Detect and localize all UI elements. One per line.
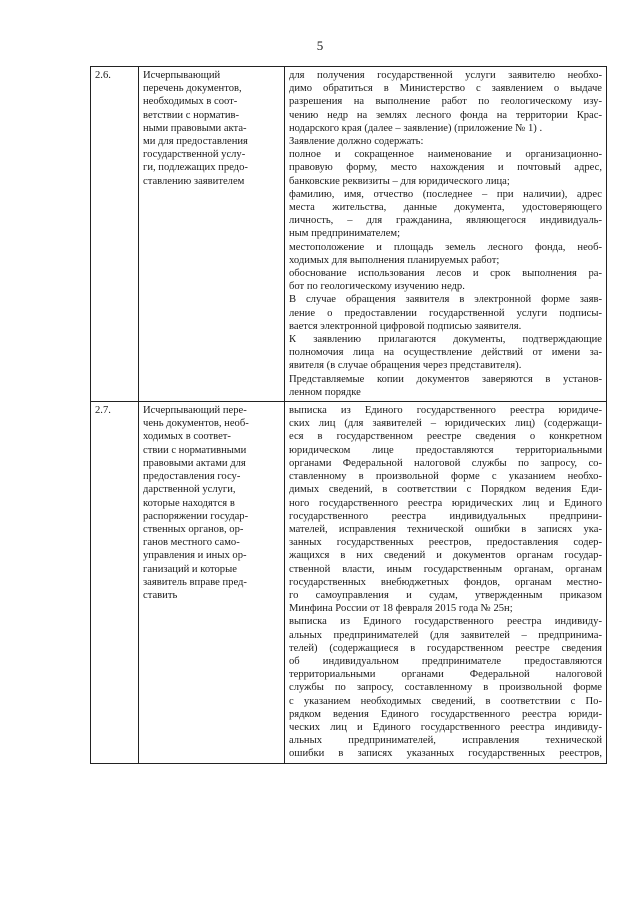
requirement-description-line: ставленному в произвольной форме с указанием необхо- [289,471,602,483]
requirement-description-line: телей) (содержащиеся в государственном реестре сведения [289,642,602,654]
table-row [91,402,607,763]
requirement-name-line: Исчерпывающий пере- [143,405,247,417]
requirement-description [285,402,607,763]
requirement-description-line: димых сведений, в соответствии с Порядком ведения Еди- [289,484,602,496]
requirement-description-line: ным предпринимателем; [289,228,401,240]
requirement-name-line: чень документов, необ- [143,418,249,430]
requirement-description-line: разрешения на выполнение работ по геологическому изу- [289,96,602,108]
requirement-description-line: чению недр на землях лесного фонда на территории Крас- [289,109,602,121]
requirement-name-line: правовыми актами для [143,457,246,469]
requirements-table [90,66,607,764]
requirement-description-line: государственного реестра индивидуальных предприни- [289,510,602,522]
requirement-description-line: явителя (в случае обращения через представителя). [289,360,522,372]
requirement-description-line: с указанием необходимых сведений, в соответствии с По- [289,695,602,707]
requirement-description-line: ошибки в записях указанных государственных реестров, [289,748,602,760]
requirement-description-line: вается электронной цифровой подписью заявителя. [289,320,522,332]
requirement-name-line: которые находятся в [143,497,235,509]
requirement-description-line: нодарского края (далее – заявление) (приложение № 1) . [289,122,543,134]
requirement-description-line: В случае обращения заявителя в электронной форме заяв- [289,294,602,306]
requirement-description-line: ческих лиц и Единого государственного реестра индивиду- [289,721,602,733]
requirement-description-line: димо обратиться в Министерство с заявлением о выдаче [289,83,602,95]
requirement-description-line: альных предпринимателей (для заявителей – предпринима- [289,629,602,641]
requirement-name-line: распоряжении государ- [143,510,249,522]
requirement-name [139,67,285,402]
requirement-name-line: ганов местного само- [143,537,240,549]
requirement-name-line: дарственной услуги, [143,484,236,496]
requirement-description-line: юридическом лице предоставляются территориальными [289,444,602,456]
requirement-description-line: фамилию, имя, отчество (последнее – при наличии), адрес [289,188,602,200]
requirement-name-line: управления и иных ор- [143,550,247,562]
requirement-description-line: для получения государственной услуги заявителю необхо- [289,70,602,81]
requirement-name-line: ми для предоставления [143,136,248,148]
requirement-name-line: ными правовыми акта- [143,122,247,134]
requirement-description-line: мателей, исправления технической ошибки в записях ука- [289,523,602,535]
requirement-description-line: обоснование использования лесов и срок выполнения ра- [289,268,602,280]
requirement-name-line: ственных органов, ор- [143,523,244,535]
requirement-description-line: ственной власти, иным государственным органам, органам [289,563,602,575]
requirement-name-line: предоставления госу- [143,471,241,483]
requirement-description-line: рядком ведения Единого государственного реестра юриди- [289,708,602,720]
requirement-description-line: государственных внебюджетных фондов, органам местно- [289,576,602,588]
requirement-description-line: об индивидуальном предпринимателе предоставляются [289,655,602,667]
table-row [91,67,607,402]
requirement-description-line: полномочия лица на осуществление действий от имени за- [289,347,602,359]
requirement-description [285,67,607,402]
requirement-name-line: заявитель вправе пред- [143,576,247,588]
table-body [91,67,607,764]
requirement-description-line: еся в государственном реестре сведения о конкретном [289,431,602,443]
requirement-name-line: ставить [143,589,178,601]
requirement-description-line: го самоуправления и судам, утвержденным приказом [289,589,602,601]
requirement-description-line: Заявление должно содержать: [289,136,424,148]
requirement-description-line: банковские реквизиты – для юридического лица; [289,175,510,187]
requirement-name-line: ходимых в соответ- [143,431,231,443]
requirement-name-line: ствии с нормативными [143,444,247,456]
requirement-description-line: К заявлению прилагаются документы, подтверждающие [289,334,602,346]
requirement-description-line: ление о предоставлении государственной услуги подписы- [289,307,602,319]
requirement-description-line: территориальными органами Федеральной налоговой [289,669,602,681]
requirement-description-line: органами Федеральной налоговой службы по запросу, со- [289,457,602,469]
requirement-description-line: ходимых для выполнения планируемых работ; [289,254,500,266]
requirement-description-line: бот по геологическому изучению недр. [289,281,465,293]
requirement-description-line: выписка из Единого государственного реестра юридиче- [289,405,602,417]
row-number: 2.6. [91,67,139,402]
requirement-description-line: занных государственных реестров, предоставления содер- [289,537,602,549]
requirement-name-line: ставлению заявителем [143,175,245,187]
requirement-description-line: полное и сокращенное наименование и организационно- [289,149,602,161]
requirement-description-line: ленном порядке [289,386,361,398]
requirement-description-line: местоположение и площадь земель лесного фонда, необ- [289,241,602,253]
requirement-name [139,402,285,763]
requirement-description-line: службы по запросу, составленному в произвольной форме [289,682,602,694]
requirement-description-line: правовую форму, место нахождения и почтовый адрес, [289,162,602,174]
requirement-name-line: Исчерпывающий [143,70,221,81]
requirement-name-line: ганизаций и которые [143,563,237,575]
requirement-name-line: государственной услу- [143,149,246,161]
requirement-description-line: Представляемые копии документов заверяются в установ- [289,373,602,385]
requirement-description-line: ного государственного реестра юридических лиц и Единого [289,497,602,509]
requirement-name-line: ги, подлежащих предо- [143,162,248,174]
requirement-description-line: личность, – для гражданина, являющегося индивидуаль- [289,215,602,227]
page-number: 5 [316,38,324,53]
requirement-description-line: ских лиц (для заявителей – юридических лиц) (содержащи- [289,418,602,430]
requirement-name-line: необходимых в соот- [143,96,238,108]
requirement-description-line: жащихся в них сведений и документов органам государ- [289,550,602,562]
row-number: 2.7. [91,402,139,763]
requirement-name-line: перечень документов, [143,83,242,95]
requirement-description-line: выписка из Единого государственного реестра индивиду- [289,616,602,628]
requirement-name-line: ветствии с норматив- [143,109,240,121]
requirement-description-line: Минфина России от 18 февраля 2015 года № 25н; [289,603,513,615]
requirement-description-line: альных предпринимателей, исправления технической [289,735,602,747]
requirement-description-line: места жительства, данные документа, удостоверяющего [289,202,602,214]
